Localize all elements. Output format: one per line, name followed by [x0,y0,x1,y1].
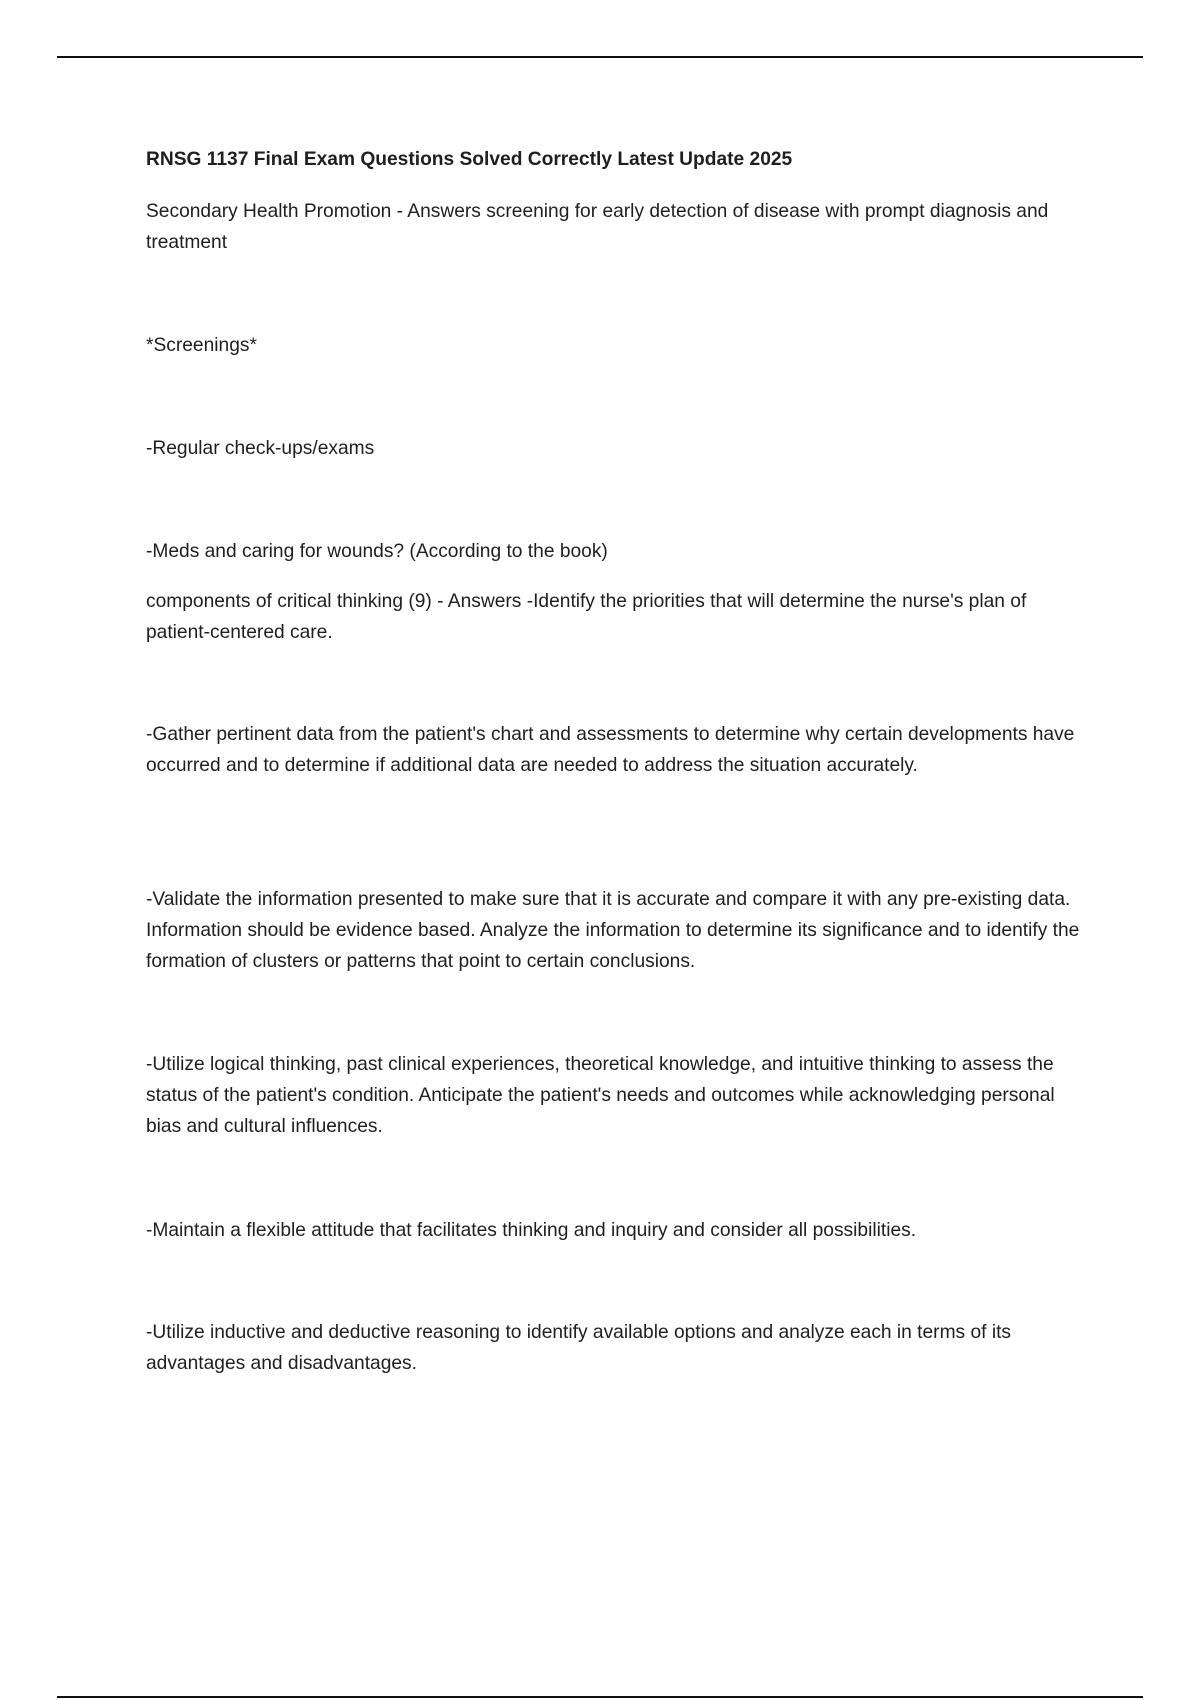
paragraph-secondary-health-promotion: Secondary Health Promotion - Answers screening for early detection of disease with prompt diagnosis and treatment [146,201,1049,253]
paragraph-gather-data: -Gather pertinent data from the patient's chart and assessments to determine why certain developments have occurred and to determine if additional data are needed to address the situation accurately. [146,724,1075,776]
paragraph-flexible-attitude: -Maintain a flexible attitude that facilitates thinking and inquiry and consider all possibilities. [146,1220,917,1241]
top-divider [57,56,1143,58]
paragraph-inductive-deductive: -Utilize inductive and deductive reasoning to identify available options and analyze each in terms of its advantages and disadvantages. [146,1322,1012,1374]
paragraph-screenings: *Screenings* [146,335,257,356]
paragraph-meds-wounds: -Meds and caring for wounds? (According to the book) [146,541,608,562]
paragraph-critical-thinking-components: components of critical thinking (9) - Answers -Identify the priorities that will determine the nurse's plan of patient-centered care. [146,591,1027,643]
bottom-divider [57,1696,1143,1698]
paragraph-validate-information: -Validate the information presented to make sure that it is accurate and compare it with any pre-existing data. Information should be evidence based. Analyze the information to determine its significance and to identify the formation of clusters or patterns that point to certain conclusions. [146,889,1080,972]
document-title: RNSG 1137 Final Exam Questions Solved Correctly Latest Update 2025 [146,149,793,170]
paragraph-logical-thinking: -Utilize logical thinking, past clinical experiences, theoretical knowledge, and intuitive thinking to assess the status of the patient's condition. Anticipate the patient's needs and outcomes while acknowledging personal bias and cultural influences. [146,1054,1055,1137]
paragraph-regular-checkups: -Regular check-ups/exams [146,438,375,459]
